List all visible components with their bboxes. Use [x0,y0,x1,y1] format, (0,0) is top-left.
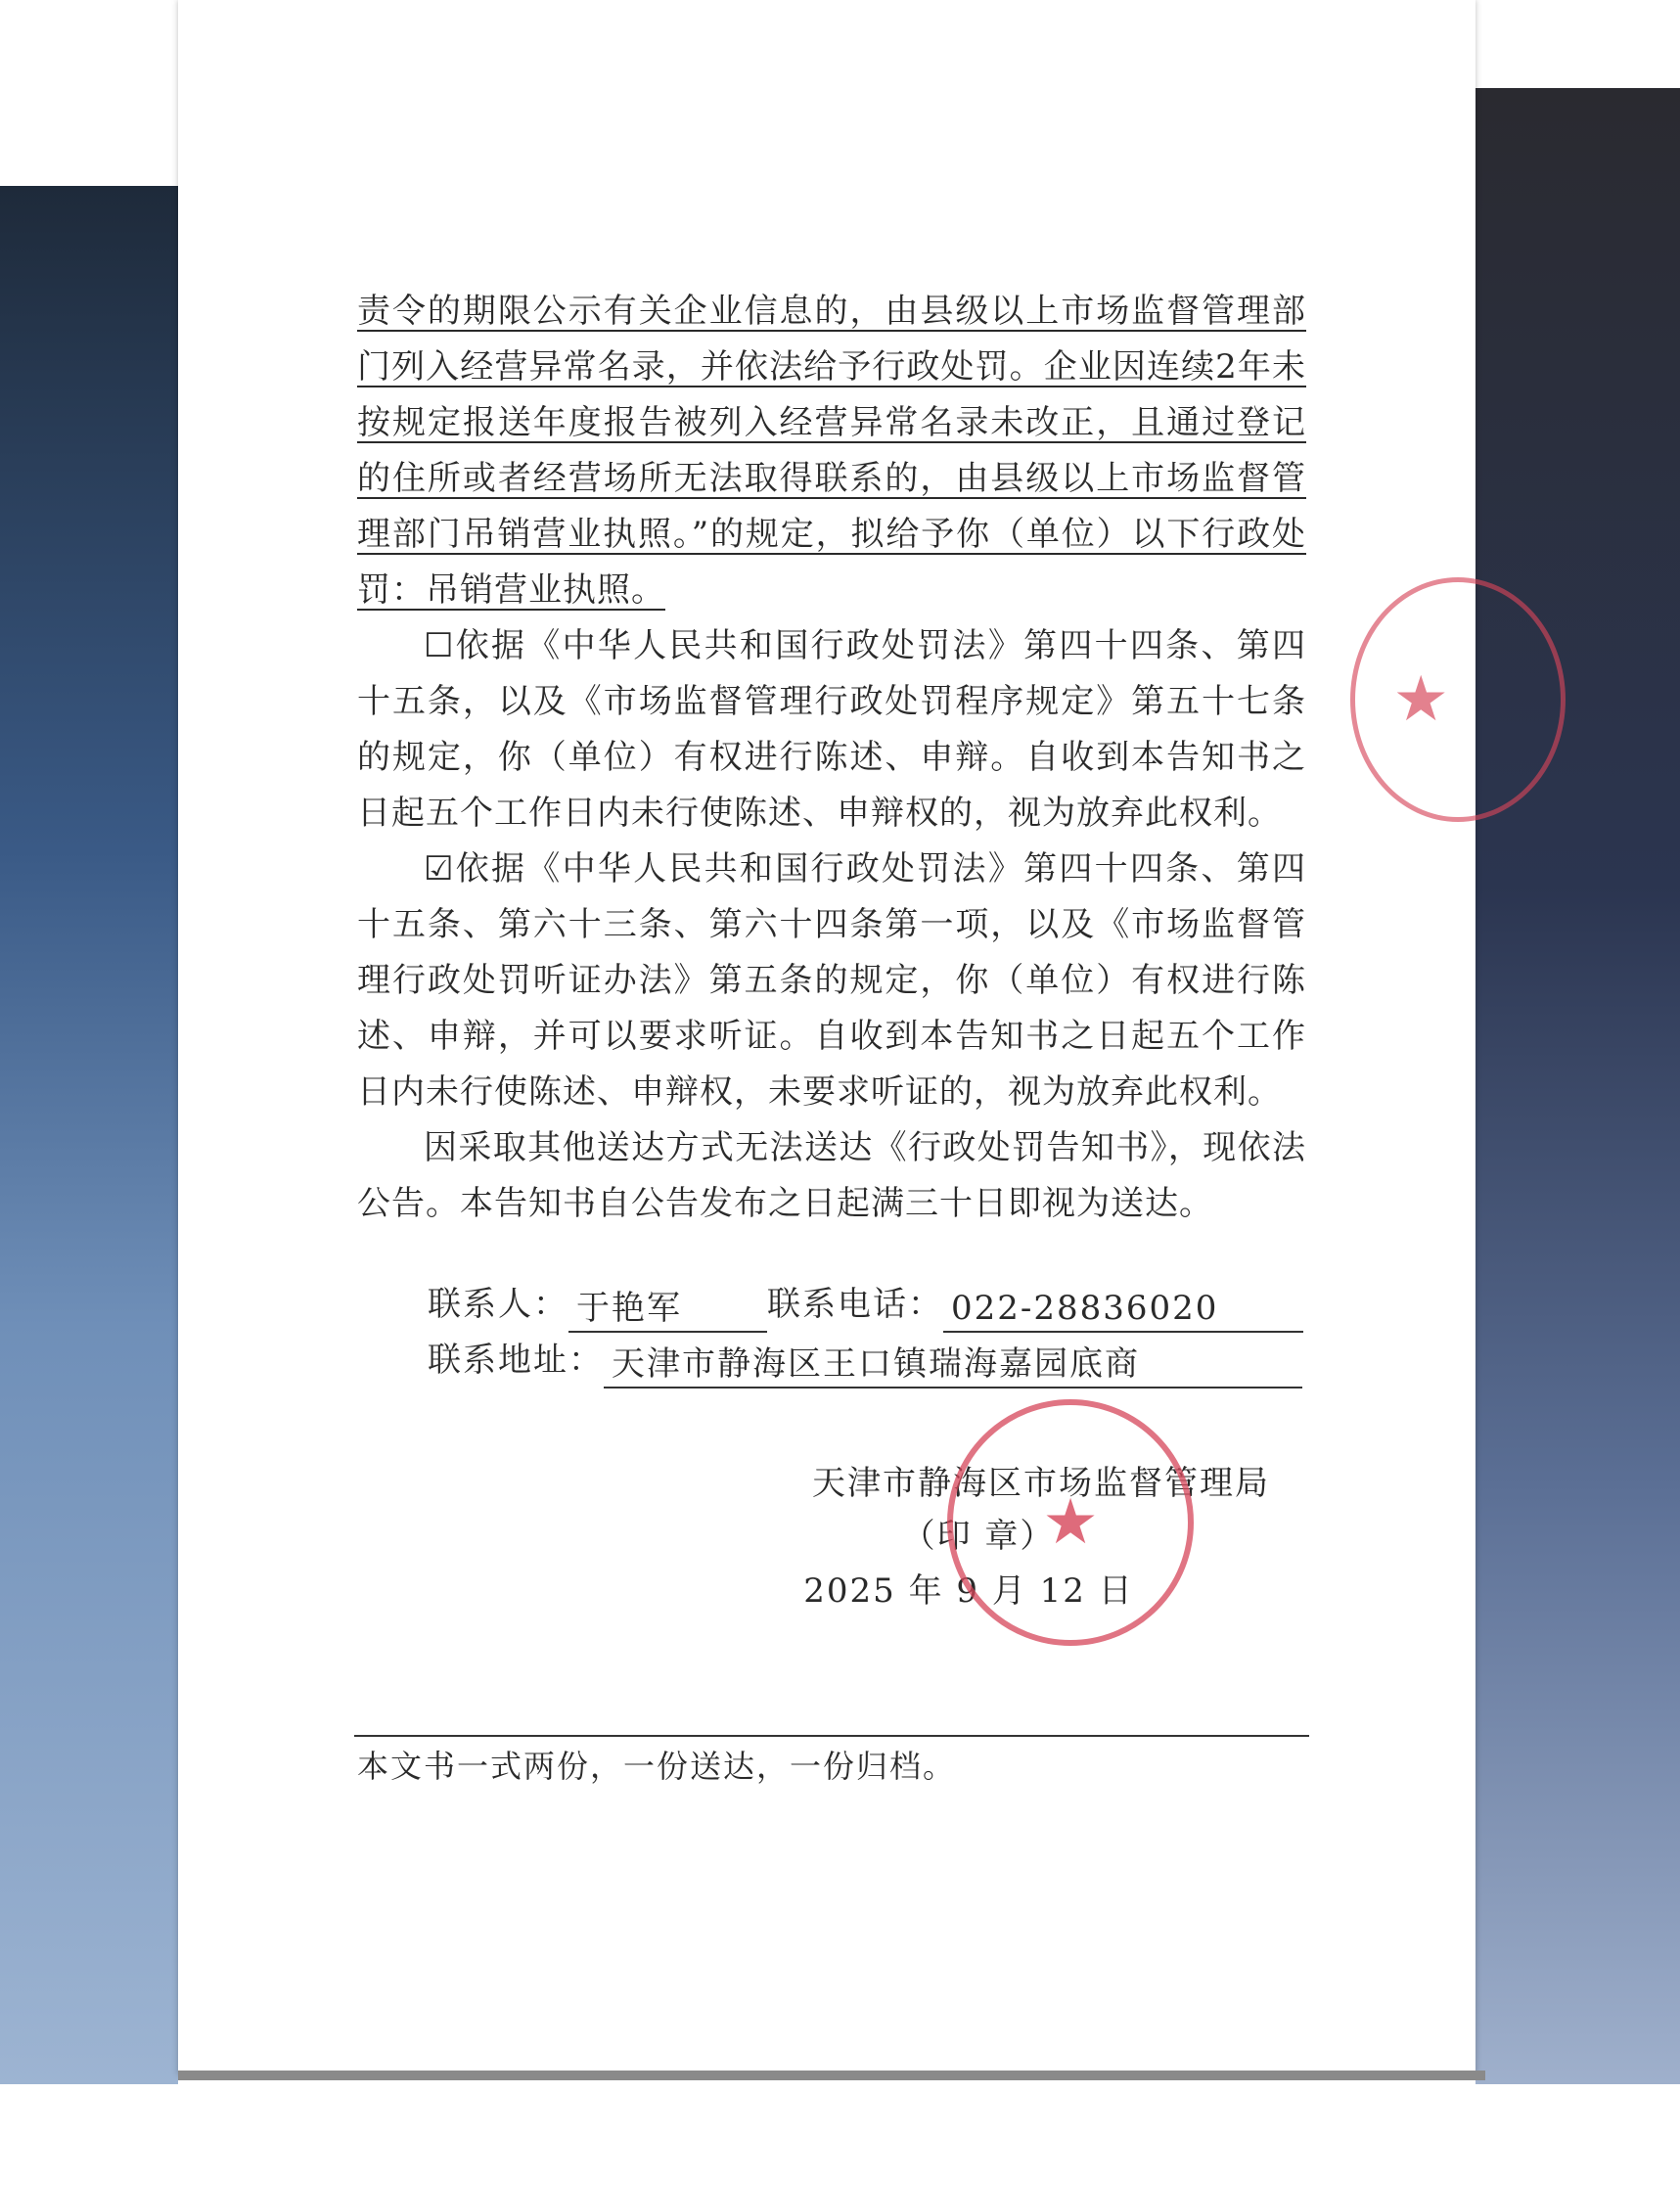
contact-phone-label: 联系电话： [767,1285,943,1324]
paragraph-statement-right-text: 依据《中华人民共和国行政处罚法》第四十四条、第四十五条，以及《市场监督管理行政处罚程序规定》第五十七条的规定，你（单位）有权进行陈述、申辩。自收到本告知书之日起五个工作日内未行使陈述、申辩权的，视为放弃此权利。 [357,626,1306,833]
contact-person-row [428,1277,1303,1333]
page-bottom-edge [178,2071,1485,2080]
footer-divider [354,1735,1309,1737]
document-body [357,284,1306,1232]
contact-phone-value: 022-28836020 [943,1286,1303,1333]
paragraph-statement-right [357,618,1306,842]
photo-background-right [1476,88,1680,2084]
footer-note: 本文书一式两份，一份送达，一份归档。 [357,1748,957,1785]
checkbox-unchecked-icon: ☐ [424,626,455,665]
issue-date: 2025 年 9 月 12 日 [803,1571,1134,1611]
photo-background-left [0,186,178,2084]
paragraph-penalty-basis: 责令的期限公示有关企业信息的，由县级以上市场监督管理部门列入经营异常名录，并依法给予行政处罚。企业因连续2年未按规定报送年度报告被列入经营异常名录未改正，且通过登记的住所或者经营场所无法取得联系的，由县级以上市场监督管理部门吊销营业执照。”的规定，拟给予你（单位）以下行政处罚：吊销营业执照。 [357,292,1306,610]
seam-seal-star-icon: ★ [1392,663,1449,736]
paragraph-service-notice: 因采取其他送达方式无法送达《行政处罚告知书》，现依法公告。本告知书自公告发布之日起满三十日即视为送达。 [357,1128,1306,1223]
contact-address-row [428,1333,1302,1388]
contact-address-value: 天津市静海区王口镇瑞海嘉园底商 [604,1342,1302,1388]
contact-person-label: 联系人： [428,1285,568,1324]
seal-note: （印 章） [901,1517,1056,1556]
checkbox-checked-icon: ☑ [424,849,455,888]
contact-person-value: 于艳军 [568,1286,767,1333]
paragraph-hearing-right-text: 依据《中华人民共和国行政处罚法》第四十四条、第四十五条、第六十三条、第六十四条第一项，以及《市场监督管理行政处罚听证办法》第五条的规定，你（单位）有权进行陈述、申辩，并可以要求听证。自收到本告知书之日起五个工作日内未行使陈述、申辩权，未要求听证的，视为放弃此权利。 [357,849,1306,1112]
paragraph-hearing-right [357,842,1306,1120]
contact-address-label: 联系地址： [428,1341,604,1380]
issuing-authority: 天津市静海区市场监督管理局 [812,1464,1270,1503]
seal-star-icon: ★ [1042,1486,1099,1559]
